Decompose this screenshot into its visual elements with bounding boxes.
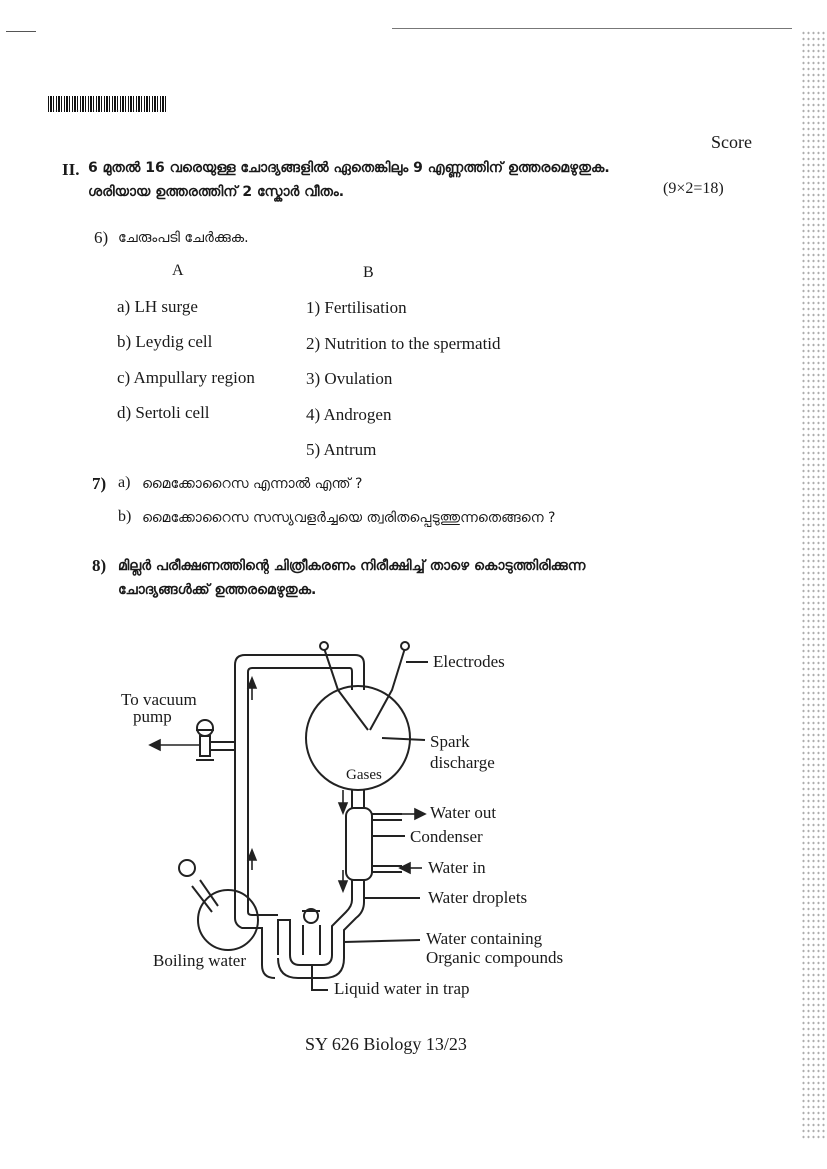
label-vacuum-line1: To vacuum [121, 690, 197, 709]
q6-col-a-item: c) Ampullary region [117, 368, 255, 387]
q6-col-b-header: B [363, 264, 374, 281]
tube-top-loop-inner [248, 668, 352, 905]
leader-spark [382, 738, 425, 740]
boiling-stopcock [179, 860, 195, 876]
score-label: Score [711, 132, 752, 152]
q6-col-a-item: a) LH surge [117, 297, 198, 316]
boiling-flask [198, 890, 258, 950]
q6-prompt: ചേരുംപടി ചേർക്കുക. [118, 230, 249, 246]
q8-text-line1: മില്ലർ പരീക്ഷണത്തിന്റെ ചിത്രീകരണം നിരീക്ഷിച്ച് താഴെ കൊടുത്തിരിക്കുന്ന [118, 558, 586, 574]
section-instruction-line1: 6 മുതൽ 16 വരെയുള്ള ചോദ്യങ്ങളിൽ ഏതെങ്കിലും 9 എണ്ണത്തിന് ഉത്തരമെഴുതുക. [88, 160, 610, 176]
q6-col-b-item: 2) Nutrition to the spermatid [306, 334, 501, 353]
tube-top-loop [235, 655, 364, 905]
q6-col-b-item: 3) Ovulation [306, 369, 393, 388]
q6-col-b-item: 1) Fertilisation [306, 298, 407, 317]
section-number: II. [62, 160, 80, 179]
q6-col-a-item: d) Sertoli cell [117, 403, 210, 422]
label-boiling-water: Boiling water [153, 951, 247, 970]
q6-col-a-header: A [172, 262, 184, 279]
section-marks: (9×2=18) [663, 180, 724, 197]
q7-a-text: മൈക്കോറൈസ എന്നാൽ എന്ത് ? [142, 476, 363, 492]
label-liquid-trap: Liquid water in trap [334, 979, 470, 998]
label-water-out: Water out [430, 803, 497, 822]
flask-neck [352, 789, 364, 808]
boiling-inlet [192, 880, 218, 912]
electrode-right-tip [401, 642, 409, 650]
footer-code: SY 626 Biology 13/23 [305, 1034, 467, 1054]
label-electrodes: Electrodes [433, 652, 505, 671]
leader-organic [344, 940, 420, 942]
trap-column [303, 925, 320, 955]
label-vacuum-line2: pump [133, 707, 172, 726]
electrode-left-tip [320, 642, 328, 650]
q7-number: 7) [92, 474, 107, 493]
label-spark-line2: discharge [430, 753, 495, 772]
q7-b-label: b) [118, 508, 132, 525]
q8-number: 8) [92, 556, 107, 575]
condenser-water-in [372, 866, 402, 872]
q7-b-text: മൈക്കോറൈസ സസ്യവളർച്ചയെ ത്വരിതപ്പെടുത്തുന്നതെങ്ങനെ ? [142, 510, 556, 526]
label-organic-line2: Organic compounds [426, 948, 564, 967]
q6-col-b-item: 5) Antrum [306, 440, 377, 459]
electrode-left [324, 648, 368, 730]
label-spark-line1: Spark [430, 732, 470, 751]
label-condenser: Condenser [410, 827, 483, 846]
condenser-water-out [372, 814, 402, 820]
vacuum-stopcock [197, 720, 213, 736]
q6-number: 6) [94, 228, 109, 247]
label-organic-line1: Water containing [426, 929, 543, 948]
label-water-in: Water in [428, 858, 486, 877]
condenser-jacket [346, 808, 372, 880]
section-instruction-line2: ശരിയായ ഉത്തരത്തിന് 2 സ്കോർ വീതം. [88, 184, 345, 200]
q6-col-b-item: 4) Androgen [306, 405, 392, 424]
label-gases: Gases [346, 767, 382, 783]
q8-text-line2: ചോദ്യങ്ങൾക്ക് ഉത്തരമെഴുതുക. [118, 582, 317, 598]
q7-a-label: a) [118, 474, 131, 491]
q6-col-a-item: b) Leydig cell [117, 332, 213, 351]
label-water-droplets: Water droplets [428, 888, 528, 907]
